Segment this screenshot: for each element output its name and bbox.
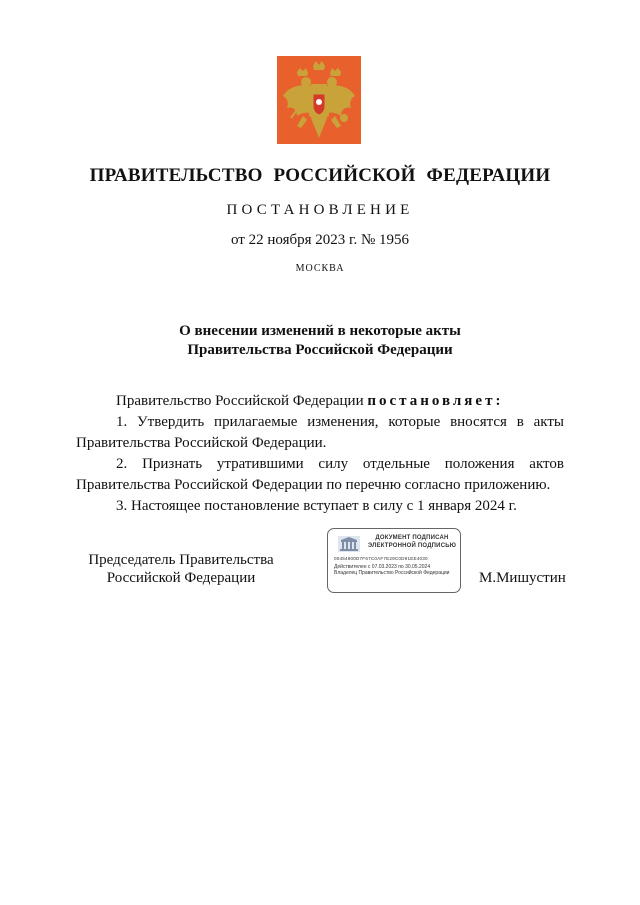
stamp-owner: Владелец Правительство Российской Федерации (334, 570, 450, 576)
signer-name: М.Мишустин (479, 570, 566, 586)
signer-title-line-2: Российской Федерации (106, 570, 256, 586)
document-body (76, 391, 564, 517)
stamp-certificate-serial: 00454900D7F67C0AF7E29C0D91EE4030 (334, 556, 428, 561)
government-building-icon (338, 536, 360, 552)
coat-of-arms-emblem (277, 56, 361, 144)
body-item-3: 3. Настоящее постановление вступает в силу с 1 января 2024 г. (116, 498, 517, 514)
subject-line-2: Правительства Российской Федерации (187, 342, 453, 358)
government-title: ПРАВИТЕЛЬСТВО РОССИЙСКОЙ ФЕДЕРАЦИИ (89, 165, 551, 186)
stamp-heading (366, 535, 458, 550)
signer-title-line-1: Председатель Правительства (88, 552, 274, 568)
signer-title (76, 551, 286, 587)
document-type: ПОСТАНОВЛЕНИЕ (226, 202, 414, 218)
document-subject (0, 322, 640, 360)
stamp-heading-line-1: ДОКУМЕНТ ПОДПИСАН (375, 535, 449, 541)
body-item-2: 2. Признать утратившими силу отдельные положения актов Правительства Российской Федерации по перечню согласно приложению. (76, 456, 564, 493)
stamp-heading-line-2: ЭЛЕКТРОННОЙ ПОДПИСЬЮ (367, 542, 457, 549)
body-item-1: 1. Утвердить прилагаемые изменения, которые вносятся в акты Правительства Российской Федерации. (76, 414, 564, 451)
document-city: МОСКВА (295, 263, 345, 274)
electronic-signature-stamp (327, 528, 461, 593)
subject-line-1: О внесении изменений в некоторые акты (179, 323, 461, 339)
russian-coat-of-arms-icon (277, 56, 361, 144)
decree-word: постановляет: (367, 393, 504, 409)
document-date-number: от 22 ноября 2023 г. № 1956 (230, 232, 410, 248)
preamble-paragraph (76, 391, 564, 412)
stamp-validity: Действителен с 07.03.2023 по 30.05.2024 (334, 564, 431, 570)
preamble-text: Правительство Российской Федерации (116, 393, 364, 409)
